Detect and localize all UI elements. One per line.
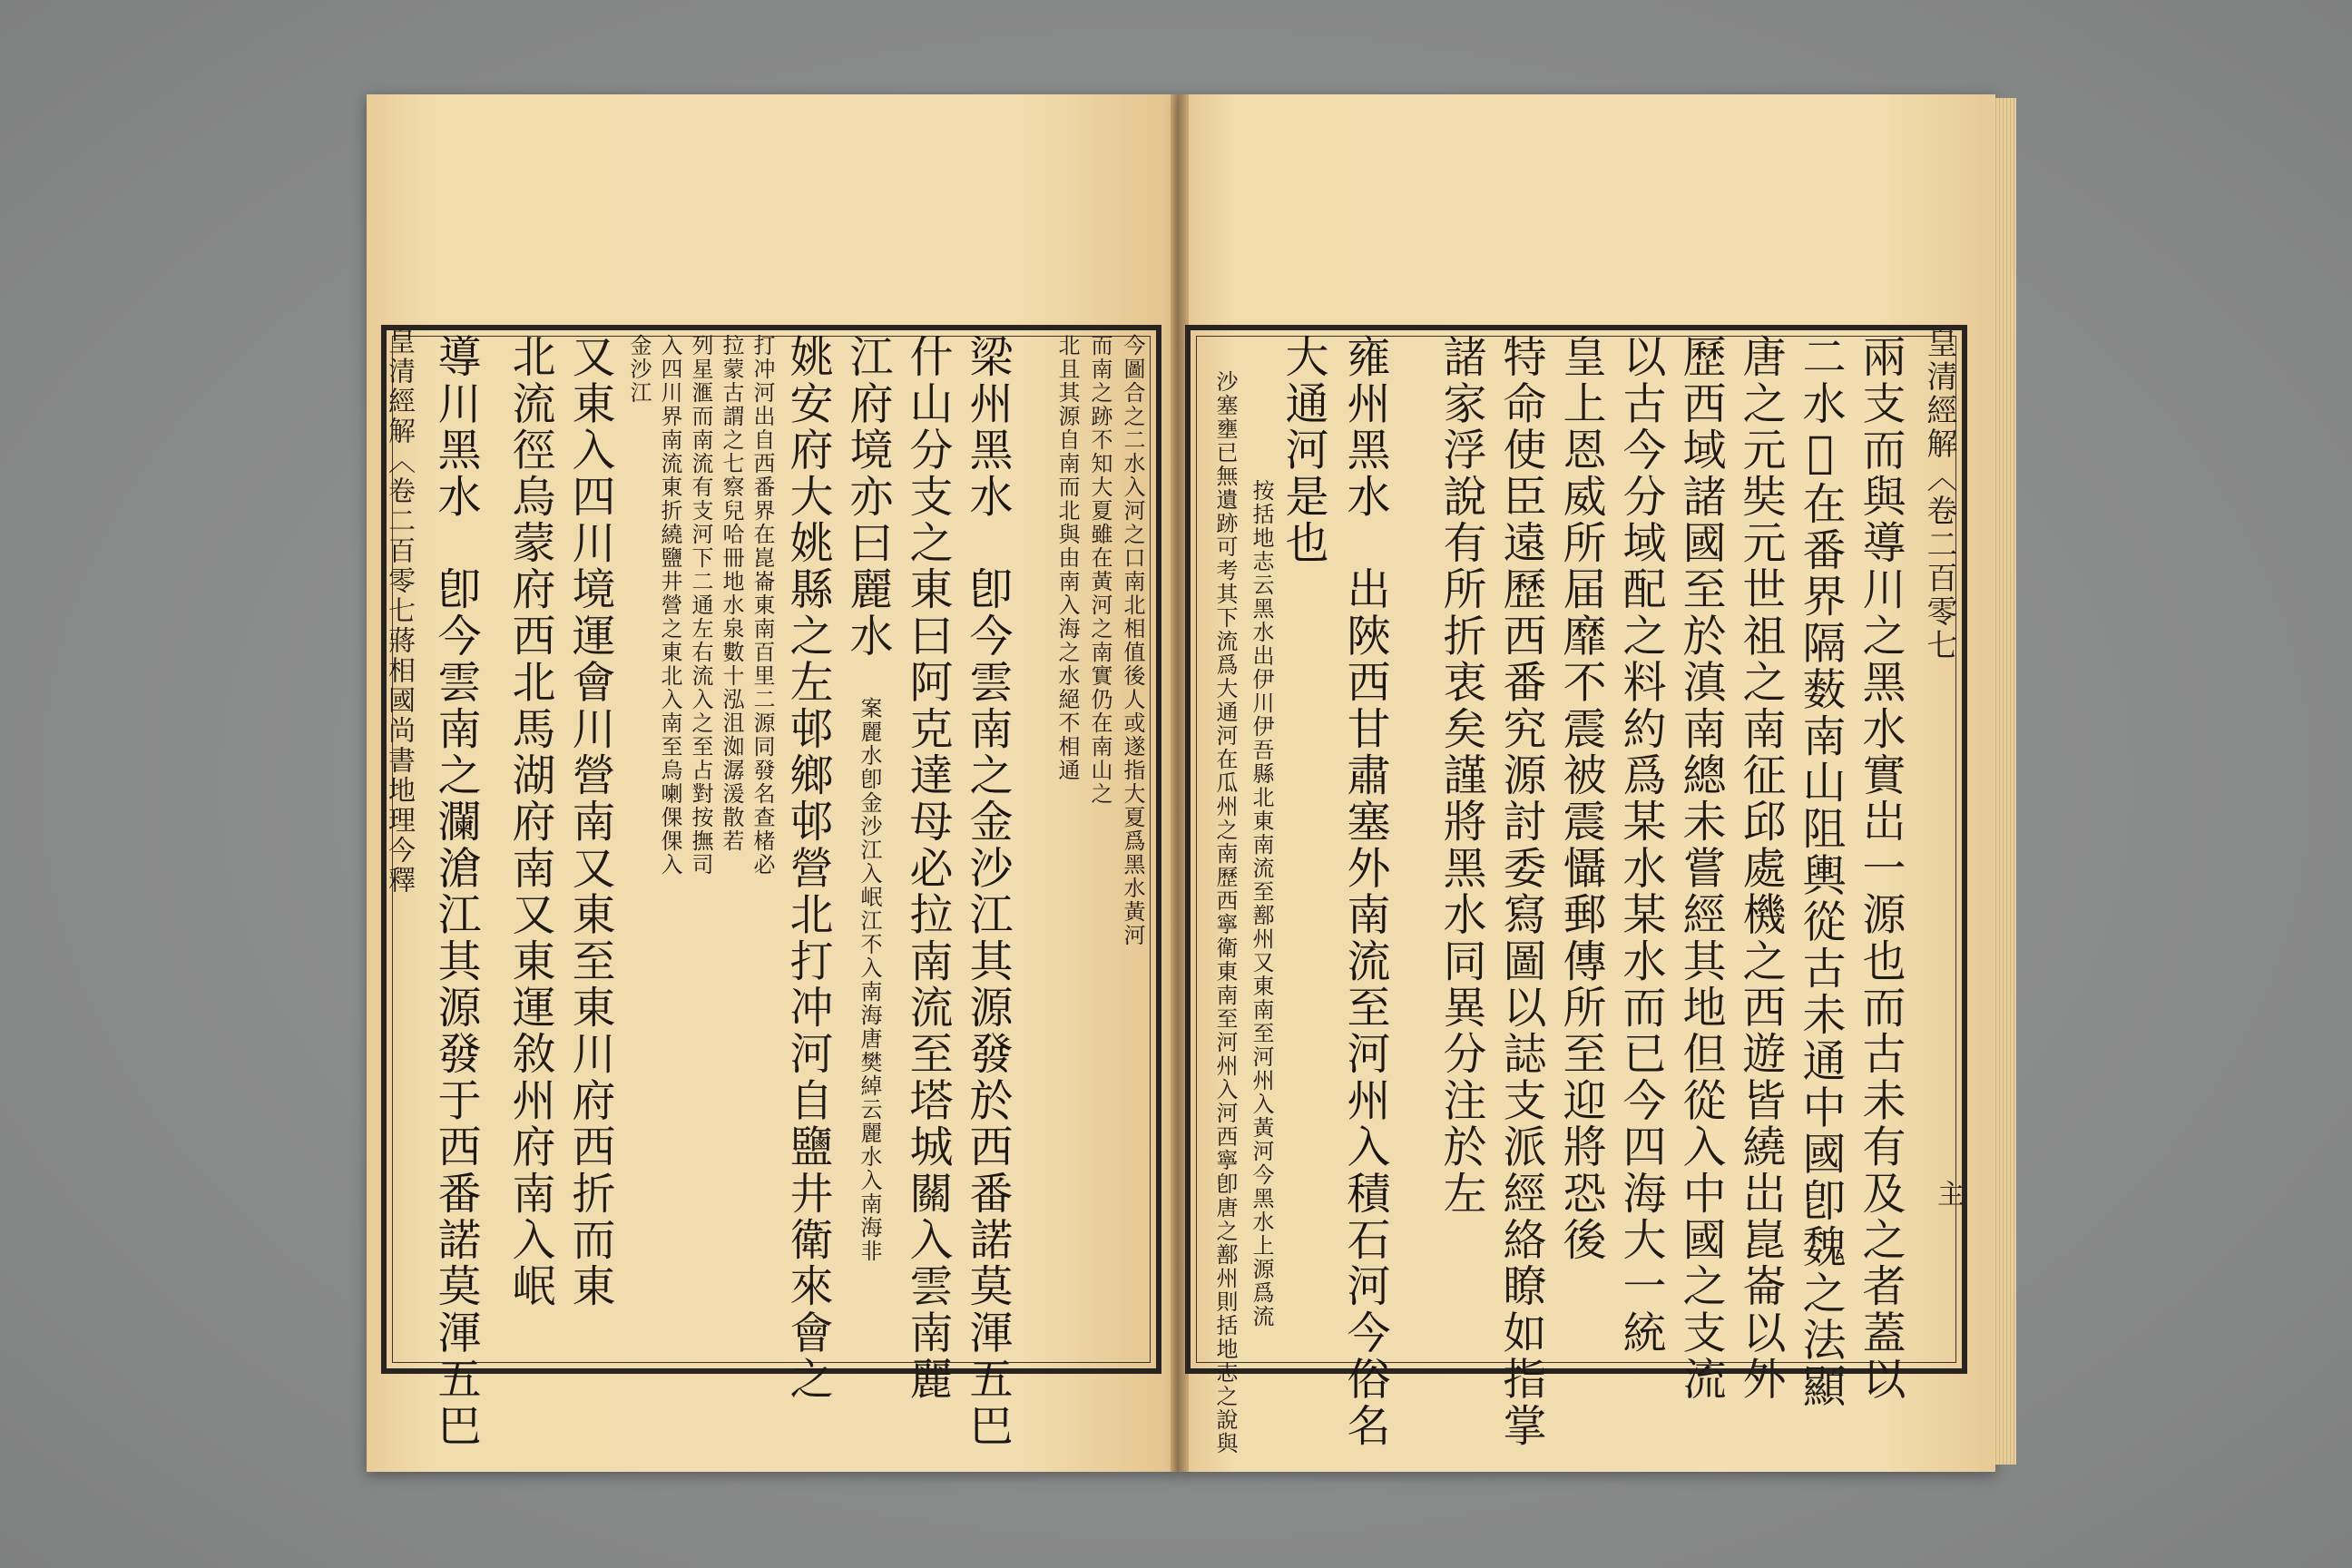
right-margin-title: 皇清經解〈卷二百零七 [1921, 327, 1957, 662]
left-note-1: 今圖合之二水入河之口南北相值後人或遂指大夏爲黑水黃河 [1120, 334, 1145, 947]
left-col-2: 什山分支之東曰阿克達母必拉南流至塔城關入雲南麗 [902, 334, 953, 1403]
right-col-10: 大通河是也 [1278, 334, 1328, 566]
right-col-7: 特命使臣遠歷西番究源討委寫圖以誌支派經絡瞭如指掌 [1495, 334, 1546, 1449]
left-col-3: 江府境亦曰麗水 [842, 334, 893, 660]
left-col-4: 姚安府大姚縣之左邨鄉邨營北打冲河自鹽井衛來會之 [782, 334, 833, 1403]
left-col-6: 北流徑烏蒙府西北馬湖府南又東運敘州府南入岷 [505, 334, 555, 1310]
left-note-9: 入四川界南流東折繞鹽井營之東北入南至烏喇倮倮入 [657, 334, 682, 877]
right-col-5: 以古今分域配之料約爲某水某水而已今四海大一統 [1615, 334, 1666, 1357]
left-note-8: 列星滙而南流有支河下二通左右流入之至占對按撫司 [688, 334, 713, 877]
right-col-1: 兩支而與導川之黑水實岀一源也而古未有及之者蓋以 [1855, 334, 1906, 1403]
left-note-6: 打冲河出自西番界在崑崙東南百里二源同發名查楮必 [750, 334, 775, 877]
right-note-2: 沙塞壅已無遺跡可考其下流爲大通河在瓜州之南歷西寧衛東南至河州入河西寧卽唐之鄯州則括地志之說與 [1212, 370, 1238, 1455]
right-note-1: 按括地志云黑水出伊川伊吾縣北東南流至鄯州又東南至河州入黃河今黑水上源爲流 [1249, 479, 1274, 1328]
right-col-8: 諸家浮說有所折衷矣謹將黑水同異分注於左 [1436, 334, 1486, 1217]
right-col-9: 雍州黑水 出陜西甘肅塞外南流至河州入積石河今俗名 [1339, 334, 1390, 1449]
right-col-2: 二水𨼆在番界隔薮南山阻輿從古未通中國卽魏之法顯 [1795, 334, 1846, 1410]
right-col-4: 歷西域諸國至於滇南總未嘗經其地但從入中國之支流 [1675, 334, 1726, 1403]
left-note-2: 而南之跡不知大夏雖在黃河之南實仍在南山之 [1087, 334, 1112, 806]
right-col-3: 唐之元奘元世祖之南征邱處機之西遊皆繞岀崑崙以外 [1735, 334, 1786, 1403]
right-folio: 主 [1932, 1180, 1964, 1207]
left-note-7: 拉蒙古謂之七察兒哈冊地水泉數十泓沮洳潺湲散若 [719, 334, 744, 853]
left-note-3: 北且其源自南而北與由南入海之水絕不相通 [1054, 334, 1080, 782]
page-edges [1993, 98, 2016, 1465]
left-note-5: 案麗水卽金沙江入岷江不入南海唐樊綽云麗水入南海非 [857, 697, 882, 1263]
right-col-6: 皇上恩威所届靡不震被震懾郵傳所至迎將恐後 [1555, 334, 1606, 1263]
left-col-5: 又東入四川境運會川營南又東至東川府西折而東 [564, 334, 615, 1310]
left-col-7: 導川黑水 卽今雲南之瀾滄江其源發于西番諾莫渾五巴 [430, 334, 481, 1449]
left-col-1: 梁州黑水 卽今雲南之金沙江其源發於西番諾莫渾五巴 [962, 334, 1013, 1449]
left-note-10: 金沙江 [626, 334, 652, 405]
left-margin-title: 皇清經解〈卷二百零七蔣相國尚書地理今釋 [383, 327, 415, 896]
